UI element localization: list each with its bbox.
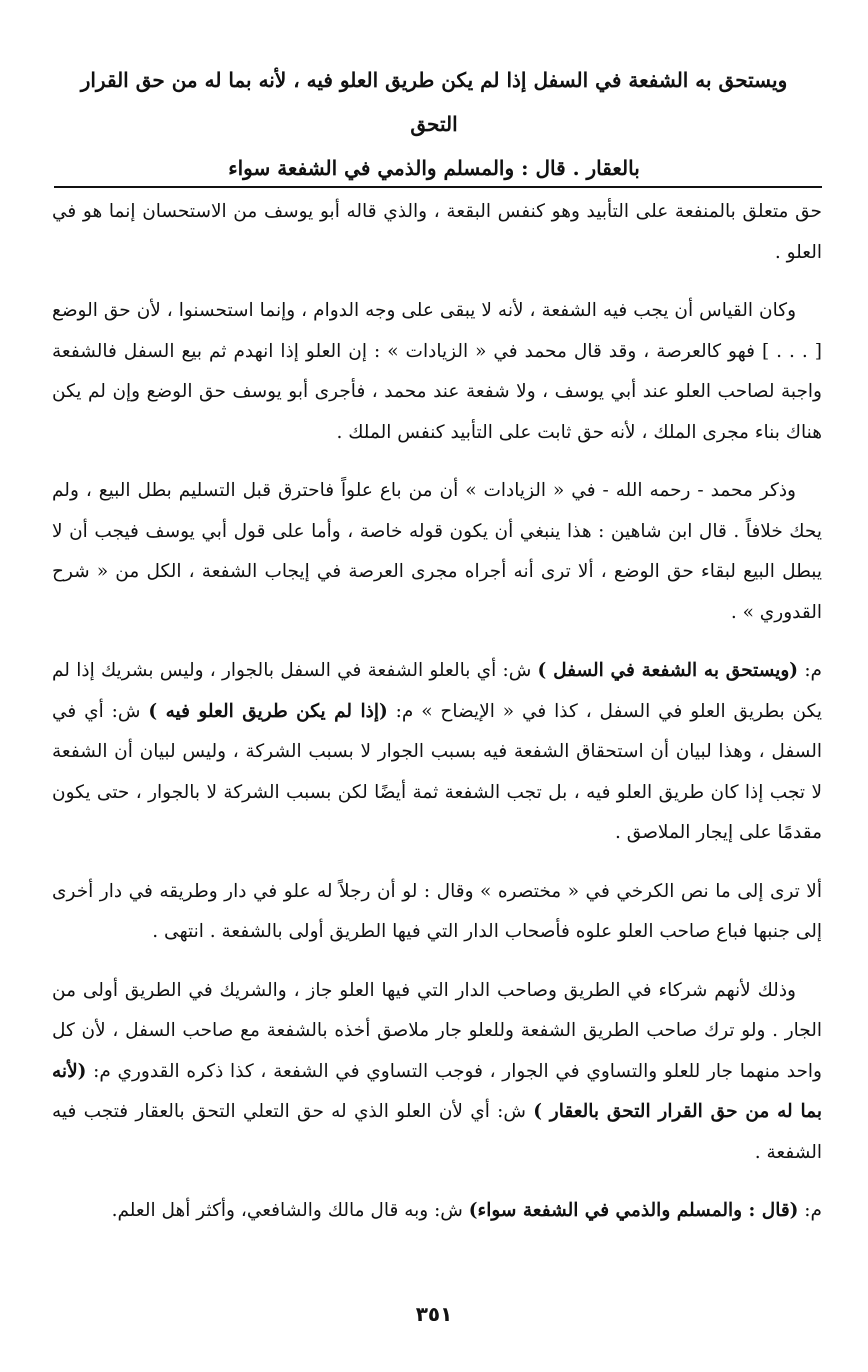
page-number: ٣٥١ <box>415 1302 453 1326</box>
paragraph-6 <box>52 971 822 1174</box>
commentary-text: ش: أي بالعلو الشفعة في السفل بالجوار ، وليس بشريك إذا لم يكن بطريق العلو في السفل ، كذا في « الإيضاح » م: <box>52 660 822 722</box>
paragraph-1: حق متعلق بالمنفعة على التأبيد وهو كنفس البقعة ، والذي قاله أبو يوسف من الاستحسان إنما هو في العلو . <box>52 201 822 263</box>
commentary-text: وذلك لأنهم شركاء في الطريق وصاحب الدار التي فيها العلو جاز ، والشريك في الطريق أولى من الجار . ولو ترك صاحب الطريق الشفعة وللعلو جار ملاصق أخذه بالشفعة مع صاحب السفل ، لأن كل واحد منهما جار للعلو والتساوي في الجوار ، فوجب التساوي في الشفعة ، كذا ذكره القدوري م: <box>52 979 822 1082</box>
paragraph-7 <box>52 1191 822 1232</box>
commentary-body <box>52 192 822 1250</box>
paragraph-5: ألا ترى إلى ما نص الكرخي في « مختصره » وقال : لو أن رجلاً له علو في دار وطريقه في دار أخرى إلى جنبها فباع صاحب العلو علوه فأصحاب الدار التي فيها الطريق أولى بالشفعة . انتهى . <box>52 880 822 942</box>
matn-marker: م: <box>798 660 823 681</box>
commentary-text: ش: أي لأن العلو الذي له حق التعلي التحق بالعقار فتجب فيه الشفعة . <box>52 1101 822 1163</box>
commentary-text: ش: أي في السفل ، وهذا لبيان أن استحقاق الشفعة فيه بسبب الجوار لا بسبب الشركة ، وليس لبيان أن الشفعة لا تجب إذا كان طريق العلو فيه ، بل تجب الشفعة ثمة أيضًا لكن بسبب الشركة لا بالجوار ، حتى يكون مقدمًا على إيجار الملاصق . <box>52 700 822 843</box>
matn-quote: (إذا لم يكن طريق العلو فيه ) <box>148 700 388 722</box>
paragraph-2: وكان القياس أن يجب فيه الشفعة ، لأنه لا يبقى على وجه الدوام ، وإنما استحسنوا ، لأن حق الوضع [ . . . ] فهو كالعرصة ، وقد قال محمد في « الزيادات » : إن العلو إذا انهدم ثم بيع السفل فالشفعة واجبة لصاحب العلو عند أبي يوسف ، ولا شفعة عند محمد ، فأجرى أبو يوسف حق الوضع وإن لم يكن هناك بناء مجرى الملك ، لأنه حق ثابت على التأبيد كنفس الملك . <box>52 300 822 443</box>
header-line-2: بالعقار . قال : والمسلم والذمي في الشفعة سواء <box>228 156 640 180</box>
matn-header <box>54 58 814 190</box>
matn-quote: (قال : والمسلم والذمي في الشفعة سواء) <box>468 1200 799 1221</box>
commentary-text: ش: وبه قال مالك والشافعي، وأكثر أهل العلم. <box>111 1200 469 1221</box>
paragraph-3: وذكر محمد - رحمه الله - في « الزيادات » أن من باع علواً فاحترق قبل التسليم بطل البيع ، ولم يحك خلافاً . قال ابن شاهين : هذا ينبغي أن يكون قوله خاصة ، وأما على قول أبي يوسف فيجب أن لا يبطل البيع لبقاء حق الوضع ، ألا ترى أنه أجراه مجرى العرصة في إيجاب الشفعة ، الكل من « شرح القدوري » . <box>52 480 822 623</box>
separator-rule <box>54 186 822 188</box>
paragraph-4 <box>52 651 822 854</box>
matn-marker: م: <box>798 1200 822 1221</box>
header-line-1: ويستحق به الشفعة في السفل إذا لم يكن طريق العلو فيه ، لأنه بما له من حق القرار التحق <box>80 68 788 136</box>
matn-quote: (لأنه بما له من حق القرار التحق بالعقار ) <box>52 1060 823 1122</box>
matn-quote: (ويستحق به الشفعة في السفل ) <box>537 660 799 681</box>
